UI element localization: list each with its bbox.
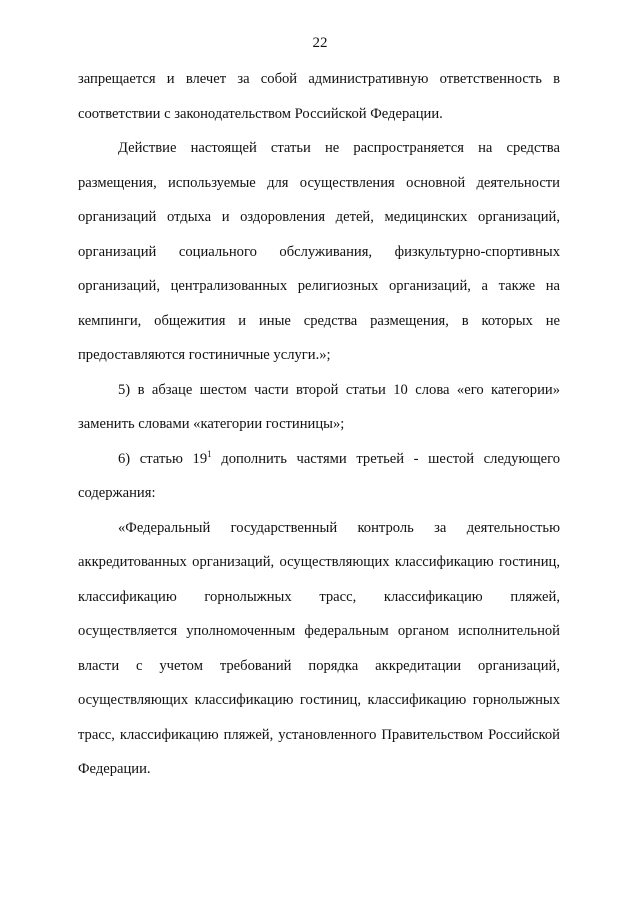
paragraph-2: Действие настоящей статьи не распространяется на средства размещения, используемые для осуществления основной деятельности организаций отдыха и оздоровления детей, медицинских организаций, организаций социального обслуживания, физкультурно-спортивных организаций, централизованных религиозных организаций, а также на кемпинги, общежития и иные средства размещения, в которых не предоставляются гостиничные услуги.»; xyxy=(78,140,560,363)
paragraph-4-text-after: дополнить частями третьей - шестой следующего содержания: xyxy=(78,450,560,501)
paragraph-4-text-before: 6) статью 19 xyxy=(118,450,208,467)
paragraph-4 xyxy=(78,442,560,511)
paragraph-5: «Федеральный государственный контроль за деятельностью аккредитованных организаций, осуществляющих классификацию гостиниц, классификацию горнолыжных трасс, классификацию пляжей, осуществляется уполномоченным федеральным органом исполнительной власти с учетом требований порядка аккредитации организаций, осуществляющих классификацию гостиниц, классификацию горнолыжных трасс, классификацию пляжей, установленного Правительством Российской Федерации. xyxy=(78,519,560,777)
superscript-marker: 1 xyxy=(207,448,212,459)
paragraph-3: 5) в абзаце шестом части второй статьи 10 слова «его категории» заменить словами «категории гостиницы»; xyxy=(78,381,560,432)
document-body xyxy=(78,62,560,787)
paragraph-1: запрещается и влечет за собой административную ответственность в соответствии с законодательством Российской Федерации. xyxy=(78,71,560,122)
page-number: 22 xyxy=(312,35,328,51)
